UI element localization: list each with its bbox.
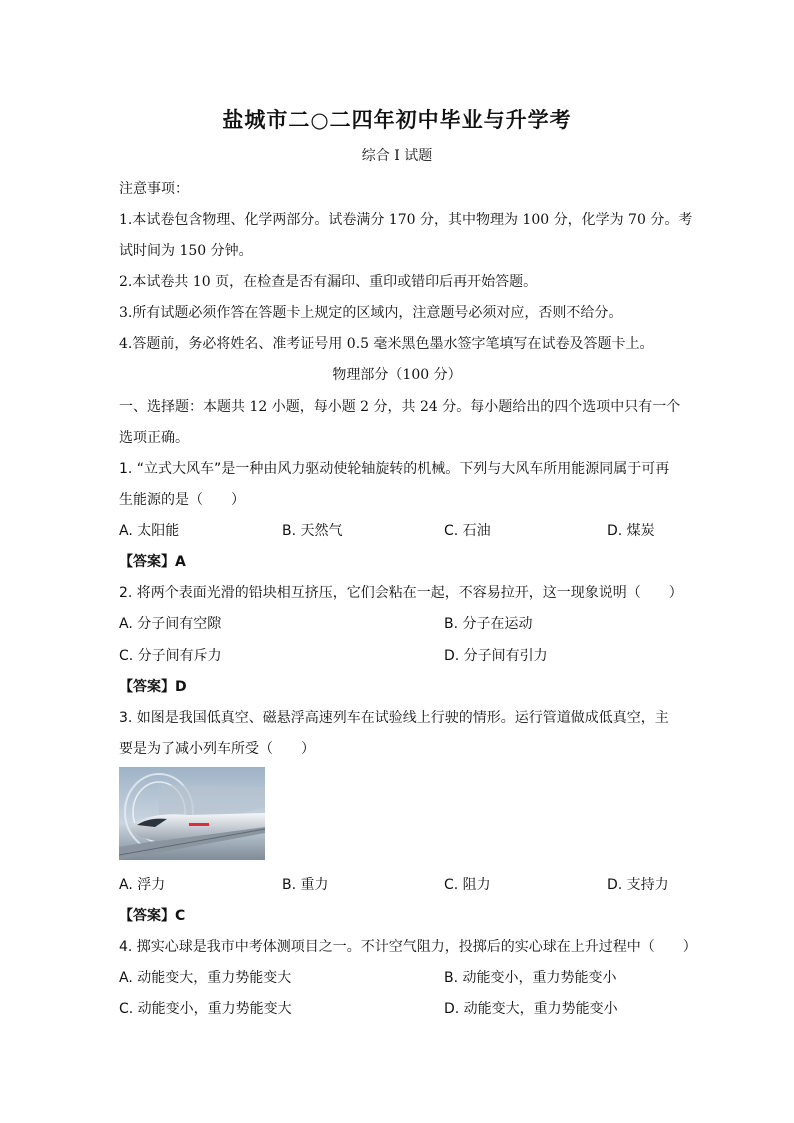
q2-option-a: A. 分子间有空隙 — [119, 616, 222, 632]
section-title: 物理部分（100 分） — [332, 367, 462, 383]
section-instruction-line-1: 一、选择题：本题共 12 小题，每小题 2 分，共 24 分。每小题给出的四个选项中只有一个 — [119, 399, 681, 415]
q4-option-b: B. 动能变小，重力势能变小 — [444, 970, 617, 986]
section-instruction-line-2: 选项正确。 — [119, 430, 189, 446]
note-3: 3.所有试题必须作答在答题卡上规定的区域内，注意题号必须对应，否则不给分。 — [119, 305, 623, 321]
q3-option-a: A. 浮力 — [119, 877, 166, 893]
maglev-train-illustration — [119, 767, 265, 860]
q1-option-a: A. 太阳能 — [119, 523, 180, 539]
exam-title: 盐城市二○二四年初中毕业与升学考 — [222, 107, 572, 132]
q2-stem: 2. 将两个表面光滑的铅块相互挤压，它们会粘在一起，不容易拉开，这一现象说明（ ） — [119, 585, 683, 601]
notes-heading: 注意事项： — [119, 181, 189, 197]
q3-stem-line-1: 3. 如图是我国低真空、磁悬浮高速列车在试验线上行驶的情形。运行管道做成低真空，主 — [119, 710, 669, 726]
q3-option-c: C. 阻力 — [444, 877, 491, 893]
q2-answer: 【答案】D — [119, 679, 187, 695]
q2-option-c: C. 分子间有斥力 — [119, 648, 222, 664]
q4-option-a: A. 动能变大，重力势能变大 — [119, 970, 292, 986]
exam-subtitle: 综合 I 试题 — [361, 148, 433, 164]
q1-stem-line-1: 1. “立式大风车”是一种由风力驱动使轮轴旋转的机械。下列与大风车所用能源同属于可再 — [119, 461, 670, 477]
q3-answer: 【答案】C — [119, 908, 186, 924]
q2-option-b: B. 分子在运动 — [444, 616, 533, 632]
q3-stem-line-2: 要是为了减小列车所受（ ） — [119, 741, 315, 757]
q4-option-c: C. 动能变小，重力势能变大 — [119, 1001, 292, 1017]
q1-option-b: B. 天然气 — [282, 523, 343, 539]
q1-option-c: C. 石油 — [444, 523, 491, 539]
note-4: 4.答题前，务必将姓名、准考证号用 0.5 毫米黑色墨水签字笔填写在试卷及答题卡上。 — [119, 336, 654, 352]
q3-option-b: B. 重力 — [282, 877, 329, 893]
note-2: 2.本试卷共 10 页，在检查是否有漏印、重印或错印后再开始答题。 — [119, 274, 538, 290]
maglev-train-photo — [119, 767, 265, 860]
q1-stem-line-2: 生能源的是（ ） — [119, 492, 245, 508]
q1-option-d: D. 煤炭 — [607, 523, 655, 539]
q4-stem: 4. 掷实心球是我市中考体测项目之一。不计空气阻力，投掷后的实心球在上升过程中（ ） — [119, 939, 697, 955]
note-1-line-2: 试时间为 150 分钟。 — [119, 243, 253, 259]
q2-option-d: D. 分子间有引力 — [444, 648, 548, 664]
q4-option-d: D. 动能变大，重力势能变小 — [444, 1001, 618, 1017]
q3-option-d: D. 支持力 — [607, 877, 669, 893]
note-1-line-1: 1.本试卷包含物理、化学两部分。试卷满分 170 分，其中物理为 100 分，化学为 70 分。考 — [119, 212, 693, 228]
q1-answer: 【答案】A — [119, 554, 186, 570]
